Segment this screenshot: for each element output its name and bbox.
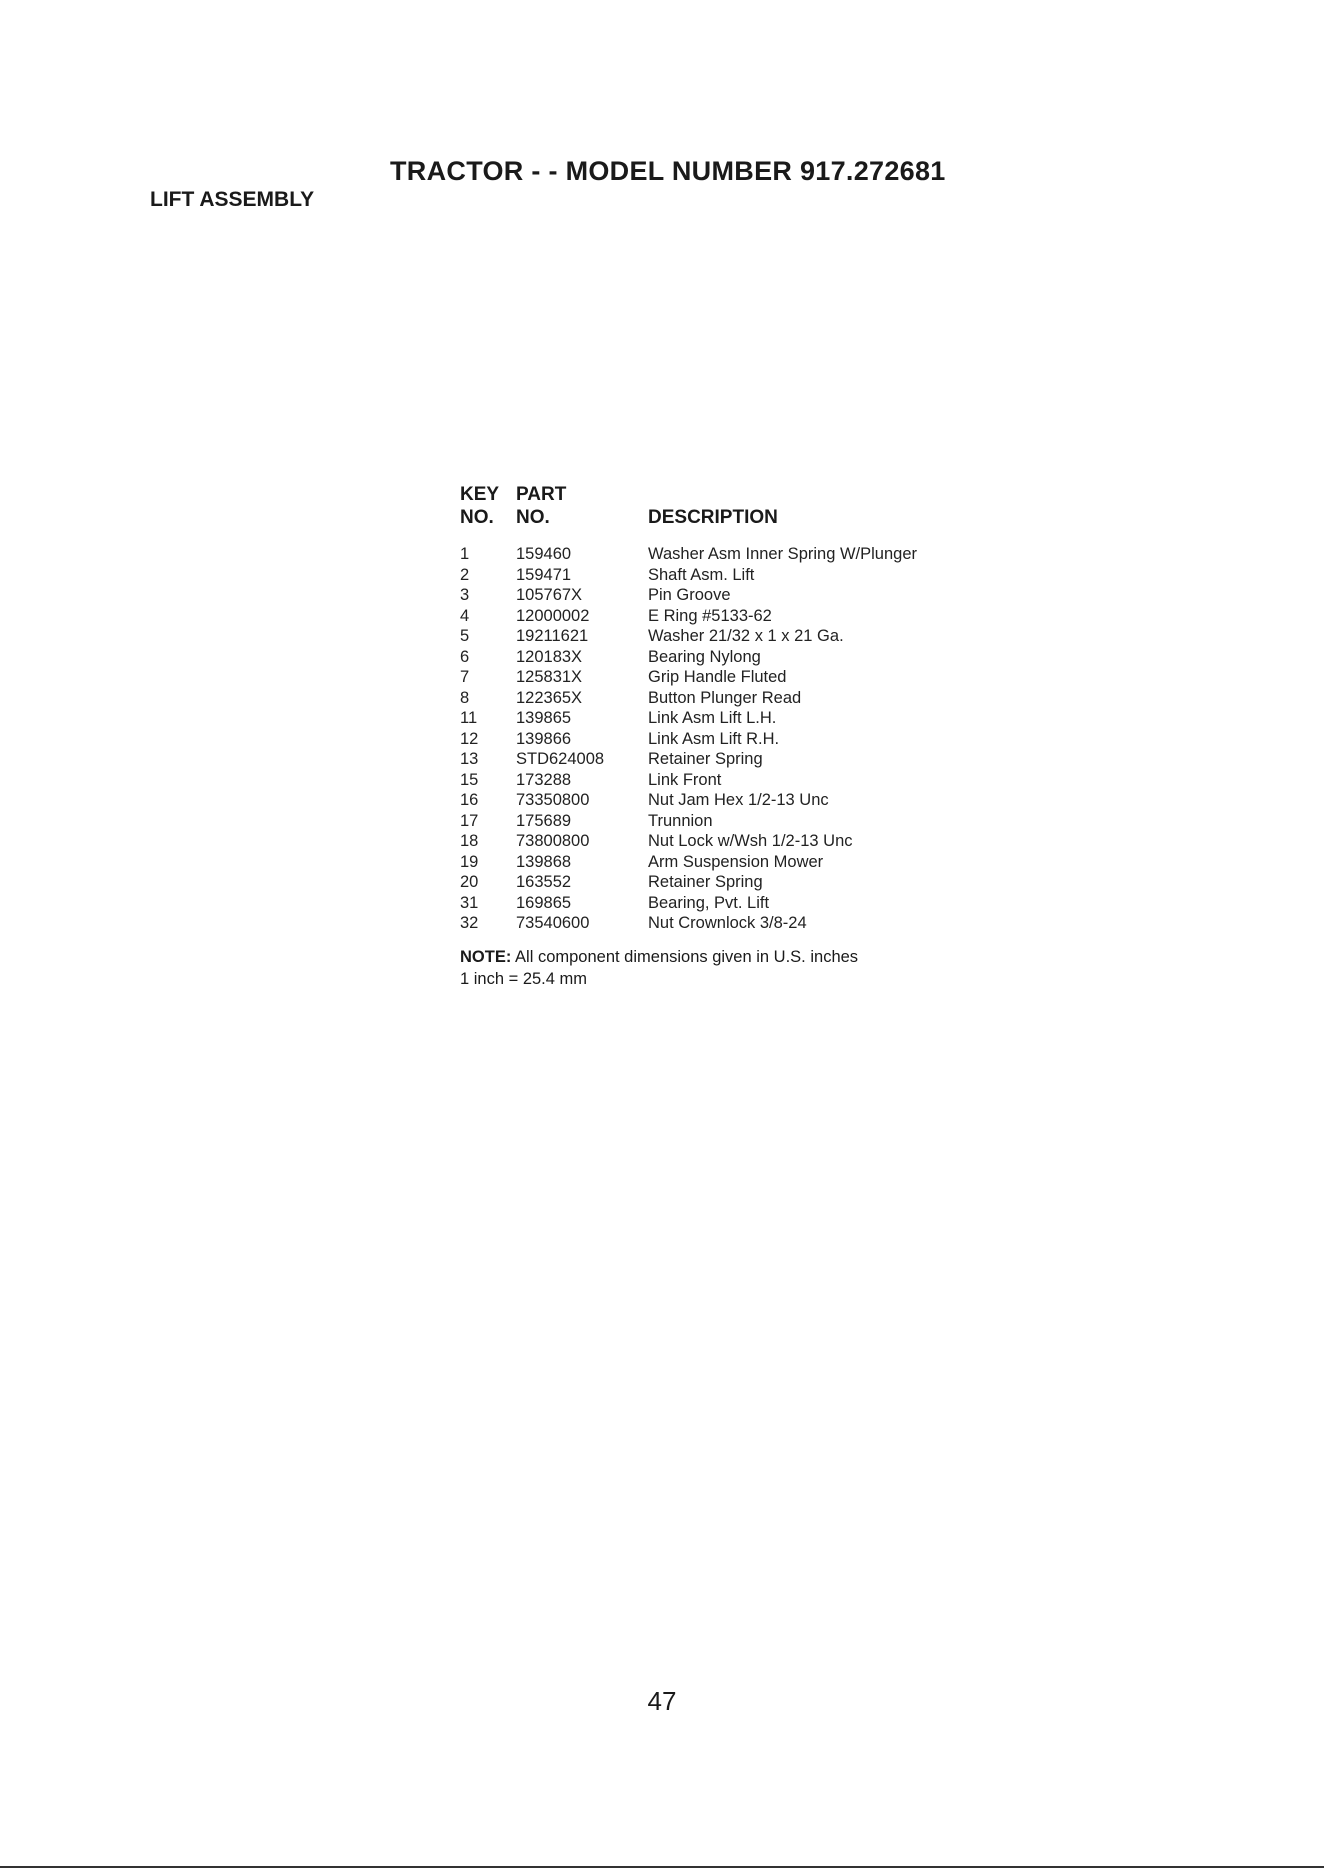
part-number-cell: 19211621 [516,627,589,645]
table-row [460,872,1020,893]
part-number-cell: 73350800 [516,791,590,809]
key-cell: 19 [460,852,479,871]
part-header-line1: PART [516,484,567,505]
table-row [460,831,1020,852]
section-title: LIFT ASSEMBLY [150,188,315,211]
table-row [460,708,1020,729]
description-cell: Link Front [648,770,722,789]
page-title: TRACTOR - - MODEL NUMBER 917.272681 [390,156,946,186]
key-cell: 12 [460,729,479,748]
part-number-cell: 122365X [516,688,583,707]
part-number-cell: 173288 [516,770,572,789]
description-cell: Bearing, Pvt. Lift [648,893,770,912]
note-label: NOTE: [460,947,512,966]
key-cell: 17 [460,811,479,830]
description-cell: Nut Crownlock 3/8-24 [648,914,807,932]
table-row [460,647,1020,668]
part-number-cell: 175689 [516,811,572,830]
key-cell: 18 [460,832,479,850]
key-cell: 31 [460,893,479,912]
key-cell: 4 [460,606,470,625]
key-cell: 6 [460,647,470,666]
part-number-cell: 120183X [516,647,583,666]
table-row [460,770,1020,791]
description-cell: Link Asm Lift L.H. [648,709,777,727]
description-cell: Arm Suspension Mower [648,852,824,871]
description-cell: Button Plunger Read [648,688,802,707]
key-cell: 8 [460,688,470,707]
key-cell: 15 [460,770,479,789]
description-header: DESCRIPTION [648,507,778,528]
part-number-cell: 73800800 [516,832,590,850]
table-row [460,893,1020,914]
part-number-cell: 73540600 [516,914,590,932]
table-row [460,626,1020,647]
table-row [460,729,1020,750]
part-number-cell: 12000002 [516,606,590,625]
note-line [460,946,1020,968]
unit-conversion: 1 inch = 25.4 mm [460,969,588,988]
key-header-line1: KEY [460,484,500,505]
key-cell: 11 [460,709,478,727]
table-row [460,749,1020,770]
table-row [460,585,1020,606]
part-number-cell: 159460 [516,545,572,563]
part-number-cell: 139866 [516,729,572,748]
part-number-cell: 105767X [516,586,583,604]
page-number: 47 [647,1686,677,1716]
part-number-cell: 139865 [516,709,572,727]
parts-list [460,484,1020,990]
description-cell: Shaft Asm. Lift [648,565,755,584]
parts-table-header [460,484,1020,530]
description-cell: E Ring #5133-62 [648,606,772,625]
table-row [460,688,1020,709]
key-cell: 3 [460,586,470,604]
note [460,946,1020,990]
table-row [460,667,1020,688]
description-cell: Nut Lock w/Wsh 1/2-13 Unc [648,832,853,850]
key-cell: 13 [460,750,479,768]
key-cell: 32 [460,914,479,932]
table-row [460,565,1020,586]
bottom-rule [0,1866,1324,1868]
description-cell: Washer Asm Inner Spring W/Plunger [648,545,917,563]
part-number-cell: 163552 [516,873,572,891]
part-number-cell: 125831X [516,668,583,686]
key-cell: 2 [460,565,470,584]
table-row [460,811,1020,832]
key-cell: 20 [460,873,479,891]
key-cell: 16 [460,791,479,809]
note-text: All component dimensions given in U.S. inches [515,947,859,966]
table-row [460,790,1020,811]
description-cell: Grip Handle Fluted [648,668,787,686]
key-cell: 7 [460,668,470,686]
table-row [460,544,1020,565]
table-row [460,606,1020,627]
description-cell: Bearing Nylong [648,647,761,666]
part-number-cell: 139868 [516,852,572,871]
description-cell: Retainer Spring [648,750,763,768]
description-cell: Retainer Spring [648,873,763,891]
part-header-line2: NO. [516,507,550,528]
parts-table-body [460,544,1020,934]
description-cell: Washer 21/32 x 1 x 21 Ga. [648,627,844,645]
key-cell: 5 [460,627,470,645]
table-row [460,852,1020,873]
table-row [460,913,1020,934]
part-number-cell: 169865 [516,893,572,912]
part-number-cell: 159471 [516,565,572,584]
description-cell: Nut Jam Hex 1/2-13 Unc [648,791,829,809]
key-header-line2: NO. [460,507,494,528]
description-cell: Link Asm Lift R.H. [648,729,780,748]
description-cell: Pin Groove [648,586,731,604]
description-cell: Trunnion [648,811,713,830]
key-cell: 1 [460,545,470,563]
part-number-cell: STD624008 [516,750,605,768]
